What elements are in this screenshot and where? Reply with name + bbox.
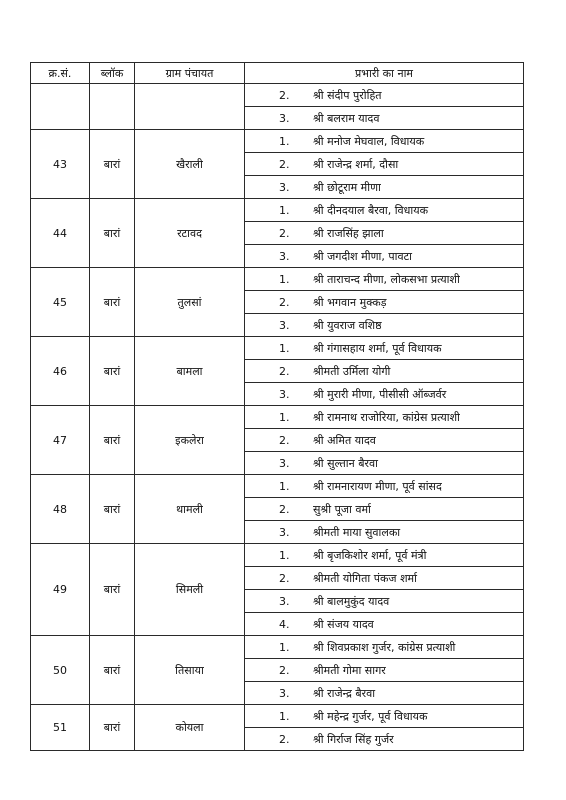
table-row — [31, 705, 524, 728]
panchayat-cell: रटावद — [135, 199, 245, 268]
member-number: 1. — [279, 548, 290, 562]
table-row — [31, 337, 524, 360]
incharge-cell — [245, 452, 524, 475]
member-number: 3. — [279, 686, 290, 700]
member-name: श्री ताराचन्द मीणा, लोकसभा प्रत्याशी — [313, 272, 460, 286]
member-name: श्रीमती उर्मिला योगी — [313, 364, 391, 378]
member-name: श्री संजय यादव — [313, 617, 374, 631]
serial-cell: 47 — [31, 406, 90, 475]
member-name: श्री दीनदयाल बैरवा, विधायक — [313, 203, 429, 217]
serial-cell: 50 — [31, 636, 90, 705]
member-name: श्री गिर्राज सिंह गुर्जर — [313, 732, 394, 746]
member-name: श्रीमती माया सुवालका — [313, 525, 401, 539]
serial-cell: 49 — [31, 544, 90, 636]
incharge-cell — [245, 613, 524, 636]
member-name: श्री राजेन्द्र बैरवा — [313, 686, 376, 700]
member-name: श्री संदीप पुरोहित — [313, 88, 382, 102]
member-number: 3. — [279, 387, 290, 401]
member-name: श्री राजेन्द्र शर्मा, दौसा — [313, 157, 399, 171]
serial-cell: 48 — [31, 475, 90, 544]
serial-cell: 43 — [31, 130, 90, 199]
block-cell: बारां — [90, 475, 135, 544]
member-number: 2. — [279, 663, 290, 677]
member-number: 2. — [279, 433, 290, 447]
member-number: 3. — [279, 525, 290, 539]
incharge-cell — [245, 337, 524, 360]
serial-cell: 45 — [31, 268, 90, 337]
panchayat-cell: सिमली — [135, 544, 245, 636]
member-name: सुश्री पूजा वर्मा — [313, 502, 371, 516]
block-cell: बारां — [90, 268, 135, 337]
panchayat-cell: बामला — [135, 337, 245, 406]
member-number: 3. — [279, 594, 290, 608]
member-number: 2. — [279, 364, 290, 378]
table-row — [31, 268, 524, 291]
member-number: 1. — [279, 709, 290, 723]
incharge-cell — [245, 130, 524, 153]
incharge-cell — [245, 705, 524, 728]
incharge-cell — [245, 291, 524, 314]
table-row — [31, 406, 524, 429]
incharge-cell — [245, 245, 524, 268]
panchayat-cell: कोयला — [135, 705, 245, 751]
member-name: श्री सुल्तान बैरवा — [313, 456, 378, 470]
member-name: श्री छोटूराम मीणा — [313, 180, 381, 194]
member-name: श्रीमती गोमा सागर — [313, 663, 386, 677]
panchayat-cell — [135, 84, 245, 130]
table-row — [31, 199, 524, 222]
table-row — [31, 636, 524, 659]
member-number: 3. — [279, 456, 290, 470]
member-number: 3. — [279, 318, 290, 332]
header-block: ब्लॉक — [90, 63, 135, 84]
block-cell: बारां — [90, 406, 135, 475]
incharge-cell — [245, 199, 524, 222]
incharge-cell — [245, 153, 524, 176]
incharge-cell — [245, 475, 524, 498]
member-number: 2. — [279, 295, 290, 309]
incharge-cell — [245, 498, 524, 521]
member-number: 1. — [279, 410, 290, 424]
member-number: 1. — [279, 341, 290, 355]
header-row — [31, 63, 524, 84]
member-name: श्री शिवप्रकाश गुर्जर, कांग्रेस प्रत्याशी — [313, 640, 456, 654]
incharge-cell — [245, 268, 524, 291]
member-number: 1. — [279, 134, 290, 148]
block-cell — [90, 84, 135, 130]
serial-cell: 44 — [31, 199, 90, 268]
panchayat-cell: खैराली — [135, 130, 245, 199]
member-name: श्री राजसिंह झाला — [313, 226, 384, 240]
serial-cell: 46 — [31, 337, 90, 406]
panchayat-cell: तिसाया — [135, 636, 245, 705]
member-name: श्री रामनारायण मीणा, पूर्व सांसद — [313, 479, 442, 493]
member-name: श्री महेन्द्र गुर्जर, पूर्व विधायक — [313, 709, 428, 723]
table-row — [31, 544, 524, 567]
member-name: श्री जगदीश मीणा, पावटा — [313, 249, 412, 263]
member-number: 4. — [279, 617, 290, 631]
panchayat-cell: तुलसां — [135, 268, 245, 337]
member-name: श्री भगवान मुक्कड़ — [313, 295, 387, 309]
member-name: श्री युवराज वशिष्ठ — [313, 318, 382, 332]
member-name: श्री मुरारी मीणा, पीसीसी ऑब्जर्वर — [313, 387, 447, 401]
incharge-cell — [245, 84, 524, 107]
member-name: श्री बलराम यादव — [313, 111, 380, 125]
member-number: 1. — [279, 479, 290, 493]
block-cell: बारां — [90, 544, 135, 636]
incharge-cell — [245, 659, 524, 682]
incharge-cell — [245, 590, 524, 613]
member-number: 3. — [279, 249, 290, 263]
header-panchayat: ग्राम पंचायत — [135, 63, 245, 84]
incharge-cell — [245, 383, 524, 406]
member-number: 3. — [279, 180, 290, 194]
incharge-cell — [245, 406, 524, 429]
incharge-cell — [245, 567, 524, 590]
incharge-table — [30, 62, 524, 751]
panchayat-cell: इकलेरा — [135, 406, 245, 475]
incharge-cell — [245, 360, 524, 383]
member-name: श्री बृजकिशोर शर्मा, पूर्व मंत्री — [313, 548, 427, 562]
incharge-cell — [245, 429, 524, 452]
member-name: श्री बालमुकुंद यादव — [313, 594, 390, 608]
block-cell: बारां — [90, 337, 135, 406]
incharge-cell — [245, 544, 524, 567]
member-number: 2. — [279, 502, 290, 516]
block-cell: बारां — [90, 636, 135, 705]
member-number: 2. — [279, 88, 290, 102]
incharge-cell — [245, 728, 524, 751]
incharge-cell — [245, 107, 524, 130]
member-number: 1. — [279, 640, 290, 654]
member-name: श्री गंगासहाय शर्मा, पूर्व विधायक — [313, 341, 442, 355]
incharge-cell — [245, 636, 524, 659]
member-name: श्री मनोज मेघवाल, विधायक — [313, 134, 425, 148]
table-body — [31, 84, 524, 751]
block-cell: बारां — [90, 705, 135, 751]
incharge-cell — [245, 314, 524, 337]
serial-cell — [31, 84, 90, 130]
incharge-cell — [245, 222, 524, 245]
table-row — [31, 84, 524, 107]
incharge-cell — [245, 176, 524, 199]
header-incharge: प्रभारी का नाम — [245, 63, 524, 84]
incharge-cell — [245, 682, 524, 705]
member-number: 1. — [279, 272, 290, 286]
block-cell: बारां — [90, 199, 135, 268]
member-name: श्री रामनाथ राजोरिया, कांग्रेस प्रत्याशी — [313, 410, 460, 424]
member-name: श्री अमित यादव — [313, 433, 376, 447]
incharge-cell — [245, 521, 524, 544]
table-row — [31, 475, 524, 498]
panchayat-cell: थामली — [135, 475, 245, 544]
member-number: 3. — [279, 111, 290, 125]
member-name: श्रीमती योगिता पंकज शर्मा — [313, 571, 417, 585]
block-cell: बारां — [90, 130, 135, 199]
member-number: 2. — [279, 157, 290, 171]
member-number: 1. — [279, 203, 290, 217]
table-row — [31, 130, 524, 153]
header-serial: क्र.सं. — [31, 63, 90, 84]
member-number: 2. — [279, 732, 290, 746]
serial-cell: 51 — [31, 705, 90, 751]
member-number: 2. — [279, 571, 290, 585]
member-number: 2. — [279, 226, 290, 240]
